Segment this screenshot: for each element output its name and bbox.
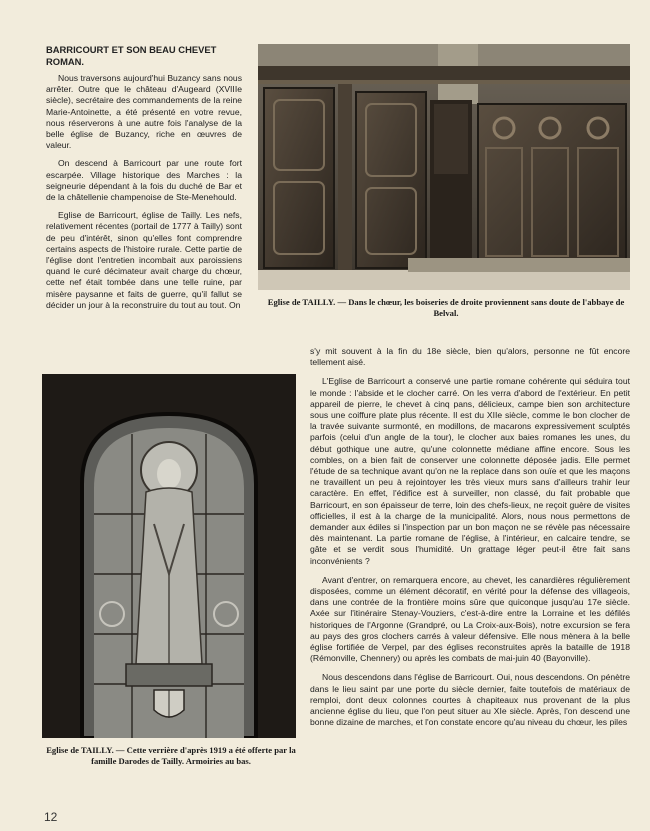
left-column [46, 44, 242, 318]
paragraph: s'y mit souvent à la fin du 18e siècle, bien qu'alors, personne ne fût encore tellement aisé. [310, 346, 630, 368]
choir-woodwork-photo [258, 44, 630, 290]
paragraph: Nous traversons aujourd'hui Buzancy sans nous arrêter. Outre que le château d'Augeard (XVIIIe siècle), secrétaire des commandements de la reine Marie-Antoinette, a été présenté en votre revue, nous réserverons à une autre fois l'analyse de la belle église de Buzancy, riche en œuvres de valeur. [46, 73, 242, 151]
top-photo-caption: Eglise de TAILLY. — Dans le chœur, les boiseries de droite proviennent sans doute de l'abbaye de Belval. [267, 297, 625, 318]
woodwork-illustration [258, 44, 630, 290]
article-heading: BARRICOURT ET SON BEAU CHEVET ROMAN. [46, 44, 217, 67]
bottom-photo-caption: Eglise de TAILLY. — Cette verrière d'après 1919 a été offerte par la famille Darodes de Tailly. Armoiries au bas. [46, 745, 296, 766]
paragraph: Eglise de Barricourt, église de Tailly. Les nefs, relativement récentes (portail de 1777 à Tailly) sont de peu d'intérêt, sinon qu'elles font comprendre certains aspects de l'histoire rurale. Cette partie de l'église dont l'entretien incombait aux paroissiens quand le curé décimateur avait charge du chœur, cette nef était tombée dans une telle ruine, par misère paysanne et faits de guerre, qu'il fallut se décider un jour à la reconstruire du tout au tout. On [46, 210, 242, 310]
paragraph: Nous descendons dans l'église de Barricourt. Oui, nous descendons. On pénètre dans le lieu saint par une porte du siècle dernier, faite toutefois de matériaux de remploi, dont deux colonnes courtes à chapiteaux nus provenant de la plus ancienne église du lieu, que l'on peut situer au XIe siècle. Après, l'on descend une bonne dizaine de marches, et l'on constate encore qu'au niveau du chœur, les piles [310, 672, 630, 728]
stained-glass-photo [42, 374, 296, 738]
stained-glass-illustration [42, 374, 296, 738]
paragraph: On descend à Barricourt par une route fort escarpée. Village historique des Marches : la seigneurie dépendant à la fois du duché de Bar et de la châtellenie champenoise de Ste-Menehould. [46, 158, 242, 203]
page-number: 12 [44, 810, 58, 824]
paragraph: Avant d'entrer, on remarquera encore, au chevet, les canardières régulièrement disposées, comme un élément décoratif, en vérité pour la défense des villageois, dans une contrée de la frontière moins sûre que quiconque jusqu'au 17e siècle. Axée sur l'itinéraire Stenay-Vouziers, c'est-à-dire entre la Lorraine et les défilés historiques de l'Argonne (Grandpré, ou La Croix-aux-Bois), notre excursion se fera au pays des gros clochers carrés à valeur défensive. Elle nous mènera à la belle église fortifiée de Verpel, par des églises reconstruites après la bataille de 1918 (Rémonville, Chennery) ou après les combats de mai-juin 40 (Bayonville). [310, 574, 630, 664]
right-column [310, 346, 630, 737]
paragraph: L'Eglise de Barricourt a conservé une partie romane cohérente qui séduira tout le monde : l'abside et le clocher carré. On les verra d'abord de l'extérieur. En petit appareil de pierre, le chevet à cinq pans, délicieux, campe bien son architecture sous une coiffure plate plus récente. Il est du XIIe siècle, comme le bon clocher de la travée suivante surmonté, en modillons, de macarons expressivement sculptés parfois (celui d'un angle de la tour), le clocher aux baies romanes les unes, du début gothique une autre, qu'une colonnette médiane affine encore. Sous les combles, on a bien fait de conserver une colonnette déposée jadis. Elle permet l'étude de sa technique avant qu'on ne la replace dans son ouïe et que les maçons ne travaillent un peu à rejointoyer les très vieux murs sans d'ailleurs trahir leur caractère. En effet, l'édifice est à surveiller, non classé, du fait probable que Barricourt, en son épaisseur de terre, loin des chefs-lieux, ne reçoit guère de visites officielles, il est à la charge de la municipalité. Alors, nous nous permettons de demander aux édiles si l'inspection par un bon maçon ne se révèle pas nécessaire dès maintenant. La partie romane de l'église, à l'intérieur, en calcaire tendre, se gâte et se verdit sous l'humidité. Un grattage léger peut-il être fait sans inconvénients ? [310, 376, 630, 566]
